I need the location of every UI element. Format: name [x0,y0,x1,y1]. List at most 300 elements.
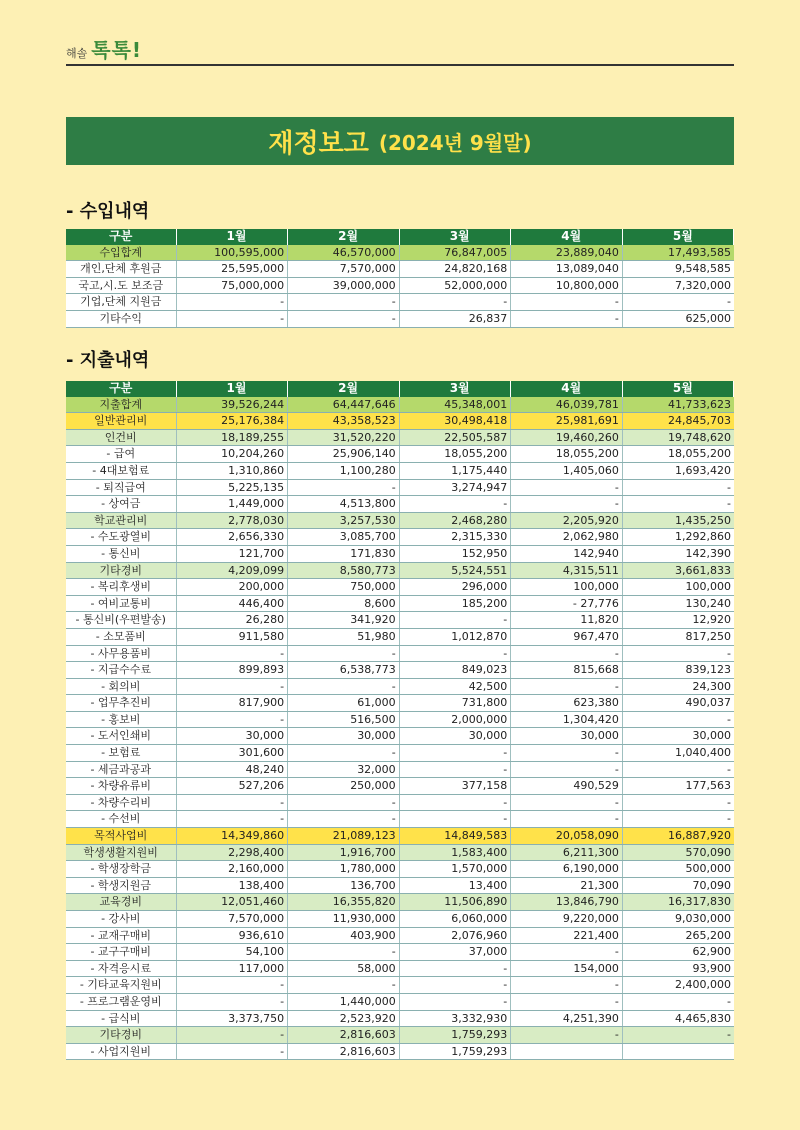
row-label: - 급여 [66,446,176,463]
table-row [66,1043,734,1060]
table-cell: - [288,678,400,695]
table-row [66,294,734,311]
table-cell: 1,100,280 [288,462,400,479]
table-row [66,1027,734,1044]
expense-table [66,381,734,1060]
table-cell: 100,000 [622,579,734,596]
table-cell: 62,900 [622,944,734,961]
table-cell: 1,916,700 [288,844,400,861]
row-label: - 수도광열비 [66,529,176,546]
row-label: 교육경비 [66,894,176,911]
table-cell: 750,000 [288,579,400,596]
table-cell: 4,465,830 [622,1010,734,1027]
row-label: - 상여금 [66,496,176,513]
table-cell: 45,348,001 [399,397,511,413]
table-cell: 815,668 [511,662,623,679]
table-cell: 16,355,820 [288,894,400,911]
table-cell: 42,500 [399,678,511,695]
row-label: - 학생지원금 [66,877,176,894]
row-label: 인건비 [66,429,176,446]
row-label: 기타경비 [66,562,176,579]
table-cell: 54,100 [176,944,288,961]
table-cell: - [399,612,511,629]
table-cell: 117,000 [176,960,288,977]
table-cell: 2,656,330 [176,529,288,546]
table-row [66,595,734,612]
table-cell: - [511,645,623,662]
table-cell [511,1043,623,1060]
income-table [66,229,734,328]
table-cell: 2,816,603 [288,1027,400,1044]
table-row [66,562,734,579]
table-cell: - [176,711,288,728]
table-cell: 21,300 [511,877,623,894]
table-cell: 2,000,000 [399,711,511,728]
row-label: - 자격응시료 [66,960,176,977]
income-column-header: 2월 [288,229,400,245]
table-cell: 5,225,135 [176,479,288,496]
income-column-header: 3월 [399,229,511,245]
table-cell: 1,759,293 [399,1043,511,1060]
table-row [66,496,734,513]
table-cell: 61,000 [288,695,400,712]
table-cell: 490,529 [511,778,623,795]
table-cell: 93,900 [622,960,734,977]
table-cell: - [511,1027,623,1044]
table-cell: 490,037 [622,695,734,712]
expense-column-header: 2월 [288,381,400,397]
table-cell: - 27,776 [511,595,623,612]
table-cell: 2,468,280 [399,512,511,529]
table-cell: - [176,993,288,1010]
row-label: - 강사비 [66,911,176,928]
table-row [66,844,734,861]
table-row [66,277,734,294]
table-cell: - [176,1043,288,1060]
row-label: - 4대보험료 [66,462,176,479]
table-cell: 21,089,123 [288,828,400,845]
row-label: 학교관리비 [66,512,176,529]
table-cell: - [176,1027,288,1044]
table-row [66,612,734,629]
table-cell [622,1043,734,1060]
table-cell: - [399,794,511,811]
table-cell: - [399,745,511,762]
table-cell: - [176,977,288,994]
table-row [66,960,734,977]
table-cell: 25,595,000 [176,261,288,278]
table-cell: - [511,944,623,961]
table-row [66,446,734,463]
table-cell: 152,950 [399,545,511,562]
table-cell: 12,920 [622,612,734,629]
table-cell: 43,358,523 [288,413,400,430]
table-cell: 3,085,700 [288,529,400,546]
expense-column-header: 4월 [511,381,623,397]
table-cell: 121,700 [176,545,288,562]
row-label: 일반관리비 [66,413,176,430]
income-column-header: 5월 [622,229,734,245]
row-label: 수입합계 [66,245,176,261]
table-cell: 19,748,620 [622,429,734,446]
table-cell: 731,800 [399,695,511,712]
table-cell: - [399,811,511,828]
table-cell: 46,039,781 [511,397,623,413]
table-cell: - [511,678,623,695]
table-cell: - [622,1027,734,1044]
income-body [66,245,734,327]
table-cell: 3,257,530 [288,512,400,529]
table-cell: - [622,993,734,1010]
table-cell: 2,160,000 [176,861,288,878]
row-label: - 퇴직급여 [66,479,176,496]
expense-column-header: 1월 [176,381,288,397]
row-label: 기업,단체 지원금 [66,294,176,311]
table-cell: 13,846,790 [511,894,623,911]
table-cell: 4,251,390 [511,1010,623,1027]
table-cell: 7,570,000 [288,261,400,278]
table-cell: 623,380 [511,695,623,712]
row-label: - 보험료 [66,745,176,762]
table-cell: 30,000 [288,728,400,745]
table-cell: - [176,645,288,662]
row-label: - 소모품비 [66,628,176,645]
table-cell: 18,055,200 [511,446,623,463]
row-label: - 학생장학금 [66,861,176,878]
table-cell: - [511,761,623,778]
table-cell: - [511,479,623,496]
row-label: - 여비교통비 [66,595,176,612]
table-cell: 7,320,000 [622,277,734,294]
row-label: 개인,단체 후원금 [66,261,176,278]
table-cell: 1,583,400 [399,844,511,861]
row-label: - 홍보비 [66,711,176,728]
expense-header-row [66,381,734,397]
table-cell: 2,076,960 [399,927,511,944]
table-cell: 250,000 [288,778,400,795]
row-label: - 지급수수료 [66,662,176,679]
table-cell: 37,000 [399,944,511,961]
table-cell: - [622,761,734,778]
table-cell: 500,000 [622,861,734,878]
table-row [66,894,734,911]
table-row [66,828,734,845]
table-cell: 11,820 [511,612,623,629]
table-cell: - [399,761,511,778]
table-cell: 265,200 [622,927,734,944]
table-cell: 817,900 [176,695,288,712]
table-cell: 25,176,384 [176,413,288,430]
table-cell: - [288,645,400,662]
table-cell: 1,175,440 [399,462,511,479]
table-cell: 1,310,860 [176,462,288,479]
table-cell: - [399,977,511,994]
table-cell: 11,930,000 [288,911,400,928]
table-cell: - [288,294,400,311]
table-cell: 341,920 [288,612,400,629]
table-cell: - [511,310,623,327]
table-row [66,944,734,961]
table-cell: - [288,310,400,327]
table-cell: 30,000 [399,728,511,745]
table-cell: 967,470 [511,628,623,645]
table-cell: 48,240 [176,761,288,778]
income-section-title: - 수입내역 [66,201,150,222]
table-cell: 18,189,255 [176,429,288,446]
table-cell: 51,980 [288,628,400,645]
row-label: - 기타교육지원비 [66,977,176,994]
expense-column-header: 구분 [66,381,176,397]
table-row [66,310,734,327]
table-cell: 10,204,260 [176,446,288,463]
table-cell: 3,332,930 [399,1010,511,1027]
table-cell: 817,250 [622,628,734,645]
row-label: - 사업지원비 [66,1043,176,1060]
table-cell: 58,000 [288,960,400,977]
table-row [66,462,734,479]
table-cell: 154,000 [511,960,623,977]
table-row [66,977,734,994]
table-cell: 23,889,040 [511,245,623,261]
table-row [66,529,734,546]
table-cell: 177,563 [622,778,734,795]
row-label: 지출합계 [66,397,176,413]
table-cell: - [511,993,623,1010]
table-cell: 100,595,000 [176,245,288,261]
table-cell: 899,893 [176,662,288,679]
table-cell: 516,500 [288,711,400,728]
table-cell: - [622,479,734,496]
table-cell: 8,600 [288,595,400,612]
table-cell: 1,440,000 [288,993,400,1010]
row-label: - 사무용품비 [66,645,176,662]
table-cell: 31,520,220 [288,429,400,446]
table-cell: - [288,479,400,496]
table-cell: 2,062,980 [511,529,623,546]
table-cell: 1,759,293 [399,1027,511,1044]
table-row [66,745,734,762]
table-cell: 24,820,168 [399,261,511,278]
table-row [66,662,734,679]
table-cell: - [288,977,400,994]
table-cell: 16,317,830 [622,894,734,911]
table-row [66,1010,734,1027]
table-row [66,545,734,562]
table-cell: 10,800,000 [511,277,623,294]
header-divider [66,64,734,66]
table-cell: 3,373,750 [176,1010,288,1027]
brand-logo [66,34,142,63]
income-column-header: 4월 [511,229,623,245]
table-cell: 1,570,000 [399,861,511,878]
table-cell: - [288,794,400,811]
table-cell: 24,845,703 [622,413,734,430]
table-row [66,761,734,778]
table-cell: - [511,977,623,994]
income-column-header: 구분 [66,229,176,245]
table-row [66,927,734,944]
expense-section-title: - 지출내역 [66,350,150,371]
table-cell: 13,400 [399,877,511,894]
table-row [66,479,734,496]
table-cell: - [622,794,734,811]
table-cell: 130,240 [622,595,734,612]
table-cell: 9,030,000 [622,911,734,928]
table-cell: 14,349,860 [176,828,288,845]
table-cell: 171,830 [288,545,400,562]
table-cell: 16,887,920 [622,828,734,845]
table-cell: 221,400 [511,927,623,944]
table-row [66,628,734,645]
table-row [66,429,734,446]
table-cell: 22,505,587 [399,429,511,446]
table-cell: 26,280 [176,612,288,629]
table-cell: - [399,496,511,513]
table-cell: 18,055,200 [399,446,511,463]
table-row [66,645,734,662]
table-cell: 6,190,000 [511,861,623,878]
table-cell: 2,205,920 [511,512,623,529]
table-cell: - [511,496,623,513]
table-cell: 6,060,000 [399,911,511,928]
table-cell: 100,000 [511,579,623,596]
table-cell: - [622,645,734,662]
table-cell: 70,090 [622,877,734,894]
table-cell: - [622,294,734,311]
table-cell: 2,315,330 [399,529,511,546]
table-row [66,794,734,811]
table-cell: 4,209,099 [176,562,288,579]
table-cell: 2,298,400 [176,844,288,861]
table-cell: - [176,794,288,811]
table-cell: 75,000,000 [176,277,288,294]
table-cell: 1,449,000 [176,496,288,513]
expense-column-header: 3월 [399,381,511,397]
row-label: - 도서인쇄비 [66,728,176,745]
table-cell: 2,400,000 [622,977,734,994]
row-label: - 회의비 [66,678,176,695]
table-cell: 911,580 [176,628,288,645]
table-cell: - [399,645,511,662]
table-cell: 24,300 [622,678,734,695]
table-cell: - [511,811,623,828]
table-cell: 403,900 [288,927,400,944]
table-cell: 142,390 [622,545,734,562]
table-cell: 13,089,040 [511,261,623,278]
table-cell: 1,040,400 [622,745,734,762]
table-cell: 3,274,947 [399,479,511,496]
table-cell: 3,661,833 [622,562,734,579]
table-cell: 936,610 [176,927,288,944]
table-cell: 1,780,000 [288,861,400,878]
table-cell: - [176,294,288,311]
table-cell: - [622,496,734,513]
row-label: 국고,시.도 보조금 [66,277,176,294]
table-cell: 39,000,000 [288,277,400,294]
table-cell: - [176,678,288,695]
table-cell: 32,000 [288,761,400,778]
table-row [66,579,734,596]
table-cell: 296,000 [399,579,511,596]
table-cell: 9,220,000 [511,911,623,928]
table-cell: 12,051,460 [176,894,288,911]
row-label: - 차량수리비 [66,794,176,811]
table-cell: 200,000 [176,579,288,596]
table-cell: 1,012,870 [399,628,511,645]
table-cell: 30,498,418 [399,413,511,430]
page-subtitle: (2024년 9월말) [378,130,532,155]
table-cell: 18,055,200 [622,446,734,463]
table-cell: 76,847,005 [399,245,511,261]
table-cell: 30,000 [176,728,288,745]
table-cell: 25,906,140 [288,446,400,463]
row-label: 기타경비 [66,1027,176,1044]
table-cell: 1,292,860 [622,529,734,546]
row-label: - 교구구매비 [66,944,176,961]
table-cell: 4,513,800 [288,496,400,513]
table-cell: 625,000 [622,310,734,327]
table-row [66,778,734,795]
table-cell: 446,400 [176,595,288,612]
brand-small-text: 해솔 [66,47,88,60]
expense-body [66,397,734,1060]
table-row [66,261,734,278]
table-cell: 849,023 [399,662,511,679]
row-label: - 급식비 [66,1010,176,1027]
table-cell: 377,158 [399,778,511,795]
row-label: - 통신비 [66,545,176,562]
table-cell: 1,304,420 [511,711,623,728]
table-cell: 7,570,000 [176,911,288,928]
table-cell: 6,211,300 [511,844,623,861]
title-banner [66,117,734,165]
table-cell: 138,400 [176,877,288,894]
table-cell: - [176,811,288,828]
table-row [66,728,734,745]
table-cell: 19,460,260 [511,429,623,446]
table-row [66,861,734,878]
table-cell: 46,570,000 [288,245,400,261]
row-label: - 수선비 [66,811,176,828]
table-cell: 30,000 [622,728,734,745]
table-row [66,811,734,828]
income-column-header: 1월 [176,229,288,245]
table-cell: 26,837 [399,310,511,327]
income-header-row [66,229,734,245]
row-label: - 통신비(우편발송) [66,612,176,629]
row-label: 기타수익 [66,310,176,327]
row-label: - 업무추진비 [66,695,176,712]
page-title: 재정보고 [268,128,369,159]
row-label: - 복리후생비 [66,579,176,596]
table-cell: - [288,745,400,762]
table-cell: - [511,745,623,762]
table-row [66,678,734,695]
table-cell: - [511,794,623,811]
table-cell: - [622,711,734,728]
table-cell: 1,405,060 [511,462,623,479]
table-row [66,993,734,1010]
table-cell: 5,524,551 [399,562,511,579]
table-row [66,245,734,261]
table-cell: 570,090 [622,844,734,861]
table-cell: 30,000 [511,728,623,745]
table-cell: 839,123 [622,662,734,679]
table-cell: 527,206 [176,778,288,795]
table-cell: 1,693,420 [622,462,734,479]
table-cell: 1,435,250 [622,512,734,529]
table-cell: - [288,944,400,961]
